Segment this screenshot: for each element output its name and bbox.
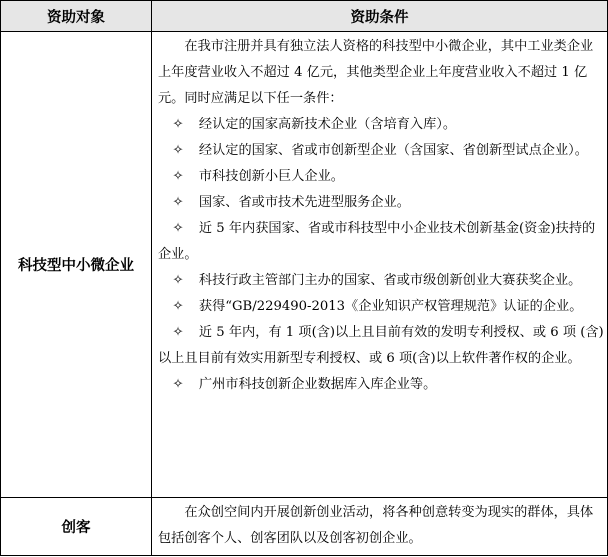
header-target: 资助对象	[1, 1, 152, 32]
condition-item	[158, 112, 604, 138]
condition-text: 广州市科技创新企业数据库入库企业等。	[198, 377, 437, 392]
table-row	[1, 498, 608, 556]
condition-item	[158, 294, 604, 320]
condition-text: 科技行政主管部门主办的国家、省或市级创新创业大赛获奖企业。	[198, 273, 582, 288]
diamond-bullet-icon: ✧	[172, 299, 184, 314]
condition-item	[158, 190, 604, 216]
condition-item	[158, 138, 604, 164]
condition-text: 获得“GB/229490-2013《企业知识产权管理规范》认证的企业。	[198, 299, 583, 314]
condition-text: 国家、省或市技术先进型服务企业。	[198, 195, 410, 210]
conditions-intro: 在我市注册并具有独立法人资格的科技型中小微企业，其中工业类企业上年度营业收入不超过 4 亿元，其他类型企业上年度营业收入不超过 1 亿元。同时应满足以下任一条件：	[158, 39, 594, 106]
condition-text: 近 5 年内获国家、省或市科技型中小企业技术创新基金(资金)扶持的企业。	[158, 221, 596, 262]
condition-item	[158, 216, 604, 268]
header-conditions: 资助条件	[152, 1, 608, 32]
diamond-bullet-icon: ✧	[172, 143, 184, 158]
diamond-bullet-icon: ✧	[172, 117, 184, 132]
table-row	[1, 32, 608, 498]
condition-item	[158, 164, 604, 190]
diamond-bullet-icon: ✧	[172, 221, 184, 236]
row-target-label: 创客	[1, 498, 152, 556]
diamond-bullet-icon: ✧	[172, 195, 184, 210]
condition-item	[158, 320, 604, 372]
condition-item	[158, 372, 604, 398]
condition-text: 经认定的国家高新技术企业（含培育入库）。	[198, 117, 457, 132]
row-conditions-cell	[152, 498, 608, 556]
conditions-intro: 在众创空间内开展创新创业活动，将各种创意转变为现实的群体，具体包括创客个人、创客团队以及创客初创企业。	[158, 505, 594, 546]
diamond-bullet-icon: ✧	[172, 325, 184, 340]
diamond-bullet-icon: ✧	[172, 377, 184, 392]
row-conditions-cell	[152, 32, 608, 498]
condition-text: 市科技创新小巨人企业。	[198, 169, 344, 184]
header-row	[1, 1, 608, 32]
condition-text: 近 5 年内，有 1 项(含)以上且目前有效的发明专利授权、或 6 项 (含)以上且目前有效实用新型专利授权、或 6 项(含)以上软件著作权的企业。	[158, 325, 604, 366]
row-target-label: 科技型中小微企业	[1, 32, 152, 498]
condition-item	[158, 268, 604, 294]
diamond-bullet-icon: ✧	[172, 273, 184, 288]
diamond-bullet-icon: ✧	[172, 169, 184, 184]
condition-text: 经认定的国家、省或市创新型企业（含国家、省创新型试点企业）。	[198, 143, 588, 158]
